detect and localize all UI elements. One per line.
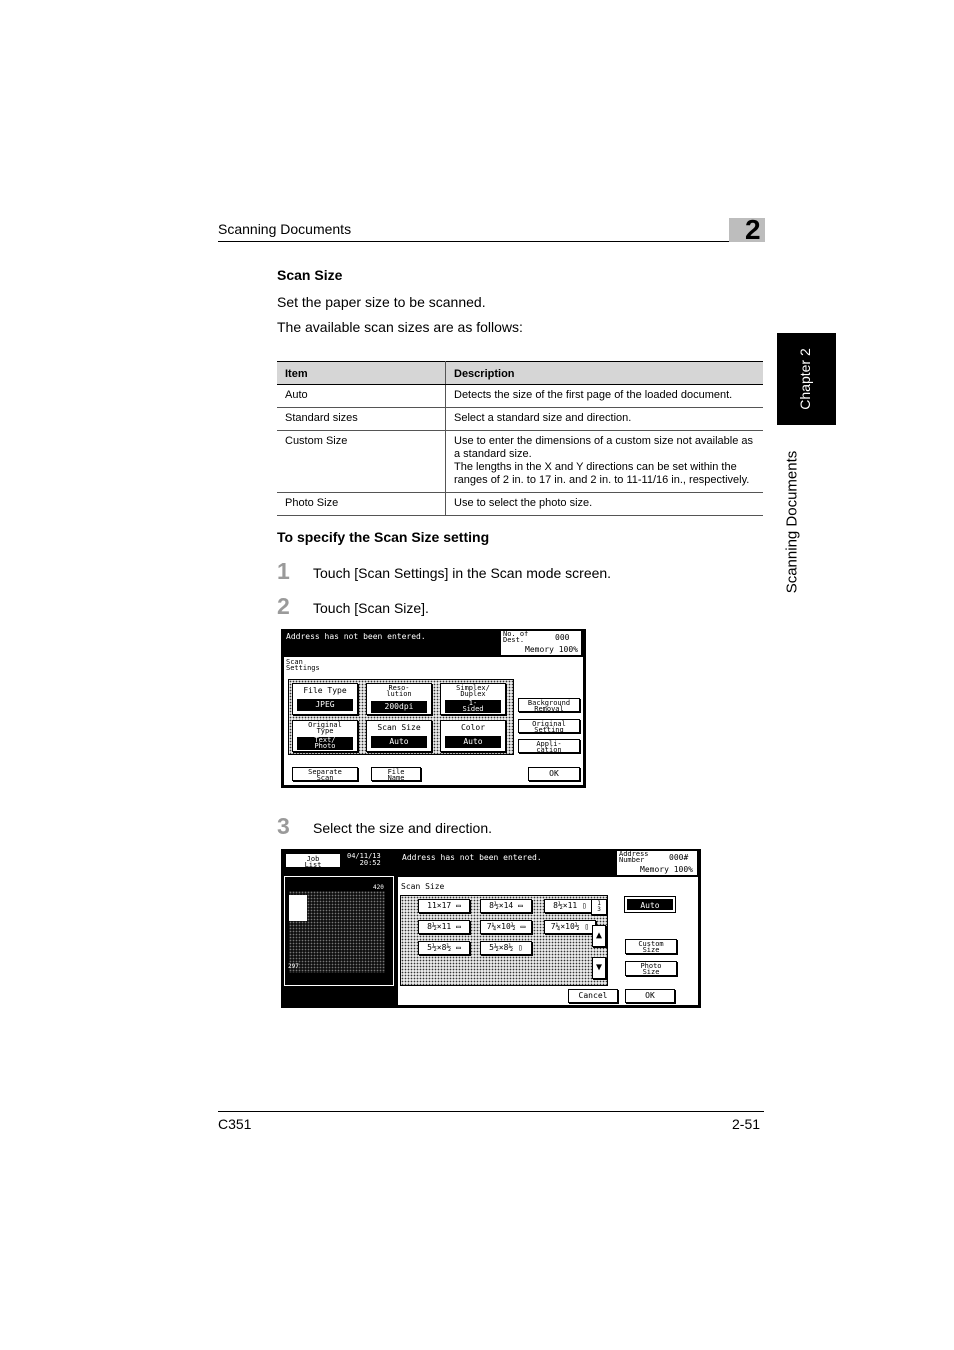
- table-cell: Photo Size: [277, 493, 446, 516]
- scroll-up-button[interactable]: [592, 925, 606, 947]
- table-cell: Standard sizes: [277, 408, 446, 431]
- file-type-label: File Type: [303, 686, 347, 695]
- file-type-value: JPEG: [297, 699, 353, 711]
- size-8-5x14-button[interactable]: [480, 899, 532, 913]
- step-text: Touch [Scan Settings] in the Scan mode screen.: [313, 565, 612, 581]
- scan-size-value: Auto: [371, 736, 427, 748]
- ok-button[interactable]: OK: [528, 767, 580, 781]
- preview-width: 420: [373, 884, 384, 891]
- step-number: 3: [277, 813, 290, 839]
- table-cell: [446, 431, 764, 493]
- address-label: Address Number: [619, 850, 649, 864]
- size-label: 8½×14: [489, 901, 514, 910]
- table-row: [277, 385, 763, 408]
- step-text: Touch [Scan Size].: [313, 600, 429, 616]
- size-5-5x8-5-portrait-button[interactable]: [480, 941, 532, 955]
- step-number: 1: [277, 558, 290, 584]
- preview-document: [289, 895, 307, 921]
- portrait-icon: ▯: [518, 943, 523, 952]
- running-header: Scanning Documents: [218, 221, 352, 237]
- date-time: 04/11/13 20:52: [347, 852, 381, 867]
- size-8-5x11-landscape-button[interactable]: [418, 920, 470, 934]
- header-rule: [218, 241, 764, 242]
- size-8-5x11-portrait-button[interactable]: [544, 899, 596, 913]
- table-header-description: Description: [446, 362, 764, 385]
- table-cell: Select a standard size and direction.: [446, 408, 764, 431]
- scan-settings-screenshot: [281, 629, 586, 788]
- size-label: 7¼×10½: [550, 922, 580, 931]
- memory-box: [501, 645, 581, 655]
- size-label: 11×17: [427, 901, 452, 910]
- scan-size-table: [277, 361, 763, 516]
- size-label: 8½×11: [553, 901, 578, 910]
- step-number: 2: [277, 593, 290, 619]
- color-button[interactable]: [440, 720, 506, 752]
- size-label: 8½×11: [427, 922, 452, 931]
- size-label: 7¼×10½: [486, 922, 516, 931]
- table-row: [277, 408, 763, 431]
- table-cell: Use to select the photo size.: [446, 493, 764, 516]
- chapter-number: 2: [745, 214, 761, 245]
- file-type-button[interactable]: [292, 683, 358, 715]
- preview-panel: [284, 876, 394, 986]
- arrow-down-icon: ▼: [595, 962, 603, 973]
- table-header-item: Item: [277, 362, 446, 385]
- section-heading: Scan Size: [277, 267, 343, 283]
- address-number-box: [617, 851, 697, 865]
- scan-size-label: Scan Size: [377, 723, 421, 732]
- procedure-heading: To specify the Scan Size setting: [277, 529, 490, 545]
- status-message: Address has not been entered.: [286, 632, 426, 641]
- dest-label: No. of Dest.: [503, 630, 529, 644]
- auto-size-button[interactable]: Auto: [625, 897, 675, 912]
- side-tab-chapter-label: Chapter 2: [797, 348, 813, 410]
- footer-rule: [218, 1111, 764, 1112]
- resolution-value: 200dpi: [371, 701, 427, 713]
- arrow-up-icon: ▲: [595, 930, 603, 941]
- original-type-label: Original Type: [308, 721, 342, 735]
- ok-button[interactable]: OK: [625, 989, 675, 1003]
- settings-panel: [284, 657, 583, 785]
- size-5-5x8-5-landscape-button[interactable]: [418, 941, 470, 955]
- job-list-button[interactable]: Job List: [285, 853, 341, 868]
- table-cell-line: The lengths in the X and Y directions can be set within the ranges of 2 in. to 17 in. and 2 in. to 11-11/16 in., respectively.: [454, 461, 750, 486]
- original-type-button[interactable]: [292, 720, 358, 752]
- resolution-label: Reso- lution: [386, 684, 412, 698]
- background-removal-button[interactable]: Background Removal: [518, 698, 580, 712]
- panel-title: Scan Size: [401, 882, 445, 891]
- portrait-icon: ▯: [582, 901, 587, 910]
- color-label: Color: [460, 723, 486, 732]
- scan-size-panel: [398, 877, 698, 1005]
- application-button[interactable]: Appli- cation: [518, 739, 580, 753]
- simplex-duplex-label: Simplex/ Duplex: [456, 684, 490, 698]
- scan-size-screenshot: [281, 849, 701, 1008]
- size-11x17-button[interactable]: [418, 899, 470, 913]
- original-type-value: Text/ Photo: [297, 737, 353, 750]
- simplex-duplex-button[interactable]: [440, 683, 506, 715]
- landscape-icon: ▭: [520, 922, 526, 931]
- table-cell: Custom Size: [277, 431, 446, 493]
- landscape-icon: ▭: [518, 901, 523, 910]
- separate-scan-button[interactable]: Separate Scan: [292, 767, 358, 781]
- size-label: 5½×8½: [489, 943, 514, 952]
- side-tab-section-label: Scanning Documents: [783, 450, 801, 594]
- color-value: Auto: [445, 736, 501, 748]
- footer-model: C351: [218, 1116, 252, 1132]
- table-cell: Auto: [277, 385, 446, 408]
- dest-count-box: [501, 631, 581, 645]
- custom-size-button[interactable]: Custom Size: [625, 939, 677, 954]
- preview-height: 297: [288, 963, 299, 970]
- table-row: [277, 431, 763, 493]
- memory-status: Memory 100%: [525, 645, 578, 654]
- size-7-25x10-5-portrait-button[interactable]: [544, 920, 596, 934]
- file-name-button[interactable]: File Name: [371, 767, 421, 781]
- size-label: 5½×8½: [427, 943, 452, 952]
- simplex-duplex-value: 1- Sided: [445, 700, 501, 713]
- table-row: [277, 493, 763, 516]
- resolution-button[interactable]: [366, 683, 432, 715]
- footer-page-number: 2-51: [732, 1116, 761, 1132]
- status-message: Address has not been entered.: [402, 853, 542, 862]
- table-header-row: [277, 362, 763, 385]
- scan-size-button[interactable]: [366, 720, 432, 752]
- memory-status: Memory 100%: [640, 865, 693, 874]
- dest-value: 000: [555, 633, 570, 642]
- page-indicator: 1 3: [591, 899, 607, 915]
- step-text: Select the size and direction.: [313, 820, 492, 836]
- scroll-down-button[interactable]: [592, 957, 606, 979]
- table-cell: Detects the size of the first page of the loaded document.: [446, 385, 764, 408]
- portrait-icon: ▯: [584, 922, 590, 931]
- landscape-icon: ▭: [456, 901, 461, 910]
- cancel-button[interactable]: Cancel: [568, 989, 618, 1003]
- landscape-icon: ▭: [456, 943, 461, 952]
- photo-size-button[interactable]: Photo Size: [625, 961, 677, 976]
- size-7-25x10-5-landscape-button[interactable]: [480, 920, 532, 934]
- address-value: 000#: [669, 853, 689, 862]
- landscape-icon: ▭: [456, 922, 461, 931]
- memory-box: [617, 865, 697, 875]
- table-cell-line: Use to enter the dimensions of a custom size not available as a standard size.: [454, 435, 753, 460]
- original-setting-button[interactable]: Original Setting: [518, 719, 580, 733]
- intro-paragraph-2: The available scan sizes are as follows:: [277, 319, 523, 335]
- intro-paragraph-1: Set the paper size to be scanned.: [277, 294, 486, 310]
- panel-title: Scan Settings: [286, 658, 320, 672]
